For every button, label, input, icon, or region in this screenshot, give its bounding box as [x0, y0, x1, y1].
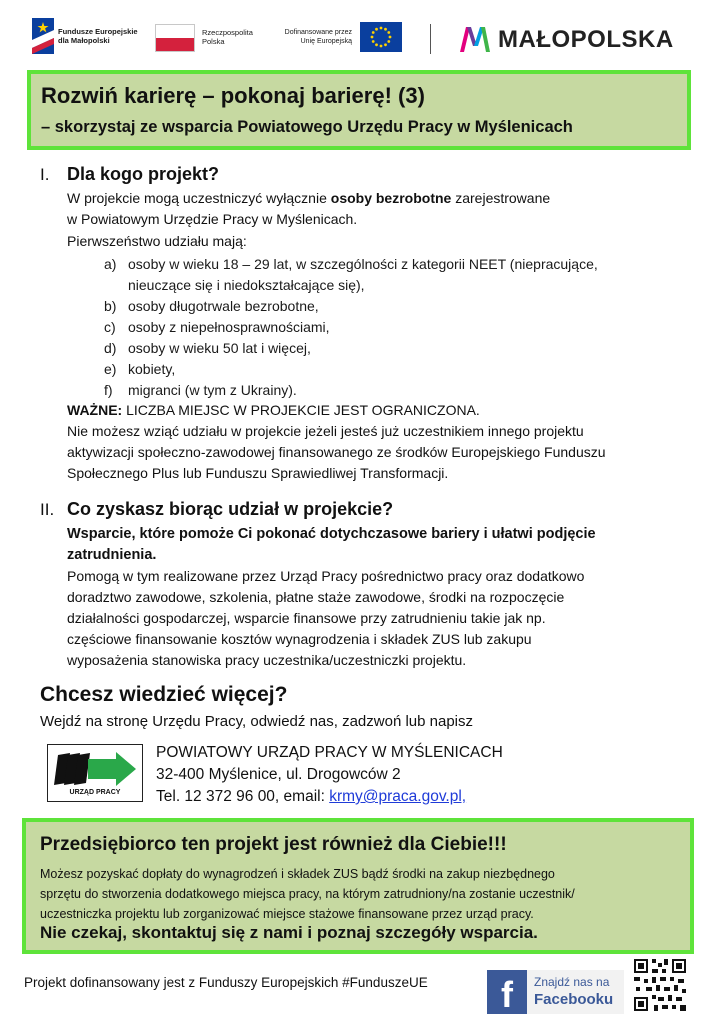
office-name: POWIATOWY URZĄD PRACY W MYŚLENICACH	[156, 744, 503, 761]
malopolska-m-icon	[458, 24, 492, 54]
list-item	[104, 359, 598, 380]
fundusze-europejskie-logo	[32, 18, 152, 58]
malopolska-logo-text: MAŁOPOLSKA	[498, 26, 674, 53]
section-1-number: I.	[40, 165, 50, 184]
urzad-pracy-label: URZĄD PRACY	[69, 789, 121, 796]
list-marker: f)	[104, 382, 113, 398]
contact-heading: Chcesz wiedzieć więcej?	[40, 683, 288, 706]
contact-intro: Wejdź na stronę Urzędu Pracy, odwiedź nas, zadzwoń lub napisz	[40, 713, 474, 730]
fe-line-1: Fundusze Europejskie	[58, 27, 138, 36]
section-2-line-2: doradztwo zawodowe, szkolenia, płatne staże zawodowe, środki na rozpoczęcie	[67, 589, 565, 605]
list-marker: b)	[104, 298, 117, 314]
p1-bold: osoby bezrobotne	[330, 190, 452, 206]
employer-box-text	[40, 864, 575, 924]
important-text: LICZBA MIEJSC W PROJEKCIE JEST OGRANICZONA.	[122, 402, 480, 418]
section-2-lead-2: zatrudnienia.	[67, 547, 157, 563]
pl-flag-icon	[155, 24, 195, 52]
facebook-badge[interactable]	[487, 970, 624, 1014]
section-2-lead-1: Wsparcie, które pomoże Ci pokonać dotychczasowe bariery i ułatwi podjęcie	[67, 526, 596, 542]
list-item-text: osoby w wieku 50 lat i więcej,	[128, 340, 311, 356]
urzad-pracy-arrow-icon	[52, 749, 138, 789]
facebook-icon: f	[487, 970, 527, 1014]
fe-line-2: dla Małopolski	[58, 36, 110, 45]
ue-line-1: Dofinansowane przez	[284, 29, 352, 36]
urzad-pracy-logo	[47, 744, 143, 802]
office-phone-email	[156, 786, 466, 807]
fe-logo-text	[58, 27, 138, 45]
section-2-line-1: Pomogą w tym realizowane przez Urząd Pracy pośrednictwo pracy oraz dodatkowo	[67, 568, 585, 584]
office-address: 32-400 Myślenice, ul. Drogowców 2	[156, 766, 401, 783]
priority-list	[104, 254, 598, 401]
list-marker: d)	[104, 340, 117, 356]
eu-flag-icon	[360, 22, 402, 52]
employer-box-cta: Nie czekaj, skontaktuj się z nami i poznaj szczegóły wsparcia.	[40, 923, 538, 942]
list-item	[104, 380, 598, 401]
list-item	[104, 296, 598, 317]
section-2-line-5: wyposażenia stanowiska pracy uczestnika/uczestniczki projektu.	[67, 652, 467, 668]
page-subtitle: – skorzystaj ze wsparcia Powiatowego Urzędu Pracy w Myślenicach	[41, 118, 573, 136]
section-2-title: Co zyskasz biorąc udział w projekcie?	[67, 499, 394, 519]
email-link[interactable]: krmy@praca.gov.pl,	[329, 788, 467, 805]
phone-text: Tel. 12 372 96 00, email:	[156, 788, 330, 805]
footer-note: Projekt dofinansowany jest z Funduszy Europejskich #FunduszeUE	[24, 975, 428, 990]
list-marker: c)	[104, 319, 116, 335]
section-2-number: II.	[40, 500, 55, 519]
employer-line-1: Możesz pozyskać dopłaty do wynagrodzeń i składek ZUS bądź środki na zakup niezbędnego	[40, 867, 555, 881]
employer-line-2: sprzętu do stworzenia dodatkowego miejsca pracy, na którym zatrudniony/na zostanie uczestnik/	[40, 887, 575, 901]
list-marker: a)	[104, 256, 117, 272]
section-1-title: Dla kogo projekt?	[67, 164, 220, 184]
rp-logo-text	[202, 28, 253, 46]
list-item-text-cont: nieuczące się i niedokształcające się),	[128, 277, 365, 293]
facebook-line-2: Facebooku	[534, 991, 614, 1008]
section-2-line-3: działalności gospodarczej, wsparcie finansowe przy zatrudnieniu takie jak np.	[67, 610, 546, 626]
important-label: WAŻNE:	[67, 402, 123, 418]
list-item-text: kobiety,	[128, 361, 176, 377]
important-notice	[67, 400, 480, 421]
list-marker: e)	[104, 361, 117, 377]
p1-part-c: zarejestrowane	[451, 190, 551, 206]
employer-box-title: Przedsiębiorco ten projekt jest również dla Ciebie!!!	[40, 834, 507, 855]
list-item-text: osoby długotrwale bezrobotne,	[128, 298, 319, 314]
rp-line-1: Rzeczpospolita	[202, 28, 253, 37]
list-item-text: osoby w wieku 18 – 29 lat, w szczególności z kategorii NEET (niepracujące,	[128, 256, 598, 272]
employer-box	[22, 818, 694, 954]
note-line-2: aktywizacji społeczno-zawodowej finansowanego ze środków Europejskiego Funduszu	[67, 444, 606, 460]
section-2-line-4: częściowe finansowanie kosztów wynagrodzenia i składek ZUS lub zakupu	[67, 631, 532, 647]
employer-line-3: uczestniczka projektu lub zorganizować miejsce stażowe finansowane przez urząd pracy.	[40, 907, 534, 921]
ue-logo-text	[276, 28, 352, 46]
p1-part-a: W projekcie mogą uczestniczyć wyłącznie	[67, 190, 331, 206]
note-line-1: Nie możesz wziąć udziału w projekcie jeżeli jesteś już uczestnikiem innego projektu	[67, 423, 584, 439]
page-title: Rozwiń karierę – pokonaj barierę! (3)	[41, 83, 425, 108]
title-banner	[27, 70, 691, 150]
rzeczpospolita-logo	[155, 24, 265, 54]
header-divider	[430, 24, 431, 54]
section-1-paragraph-1b: w Powiatowym Urzędzie Pracy w Myślenicach.	[67, 211, 358, 227]
note-line-3: Społecznego Plus lub Funduszu Sprawiedliwej Transformacji.	[67, 465, 449, 481]
list-item	[104, 254, 598, 296]
list-item-text: osoby z niepełnosprawnościami,	[128, 319, 330, 335]
section-1-paragraph-1	[67, 188, 550, 209]
list-item	[104, 338, 598, 359]
section-1-paragraph-2: Pierwszeństwo udziału mają:	[67, 233, 247, 249]
eu-logo	[276, 22, 406, 54]
ue-line-2: Unię Europejską	[300, 38, 352, 45]
list-item-text: migranci (w tym z Ukrainy).	[128, 382, 297, 398]
fe-star-icon	[32, 18, 54, 54]
list-item	[104, 317, 598, 338]
facebook-line-1: Znajdź nas na	[534, 975, 610, 989]
qr-code-icon[interactable]	[632, 957, 688, 1013]
rp-line-2: Polska	[202, 37, 225, 46]
